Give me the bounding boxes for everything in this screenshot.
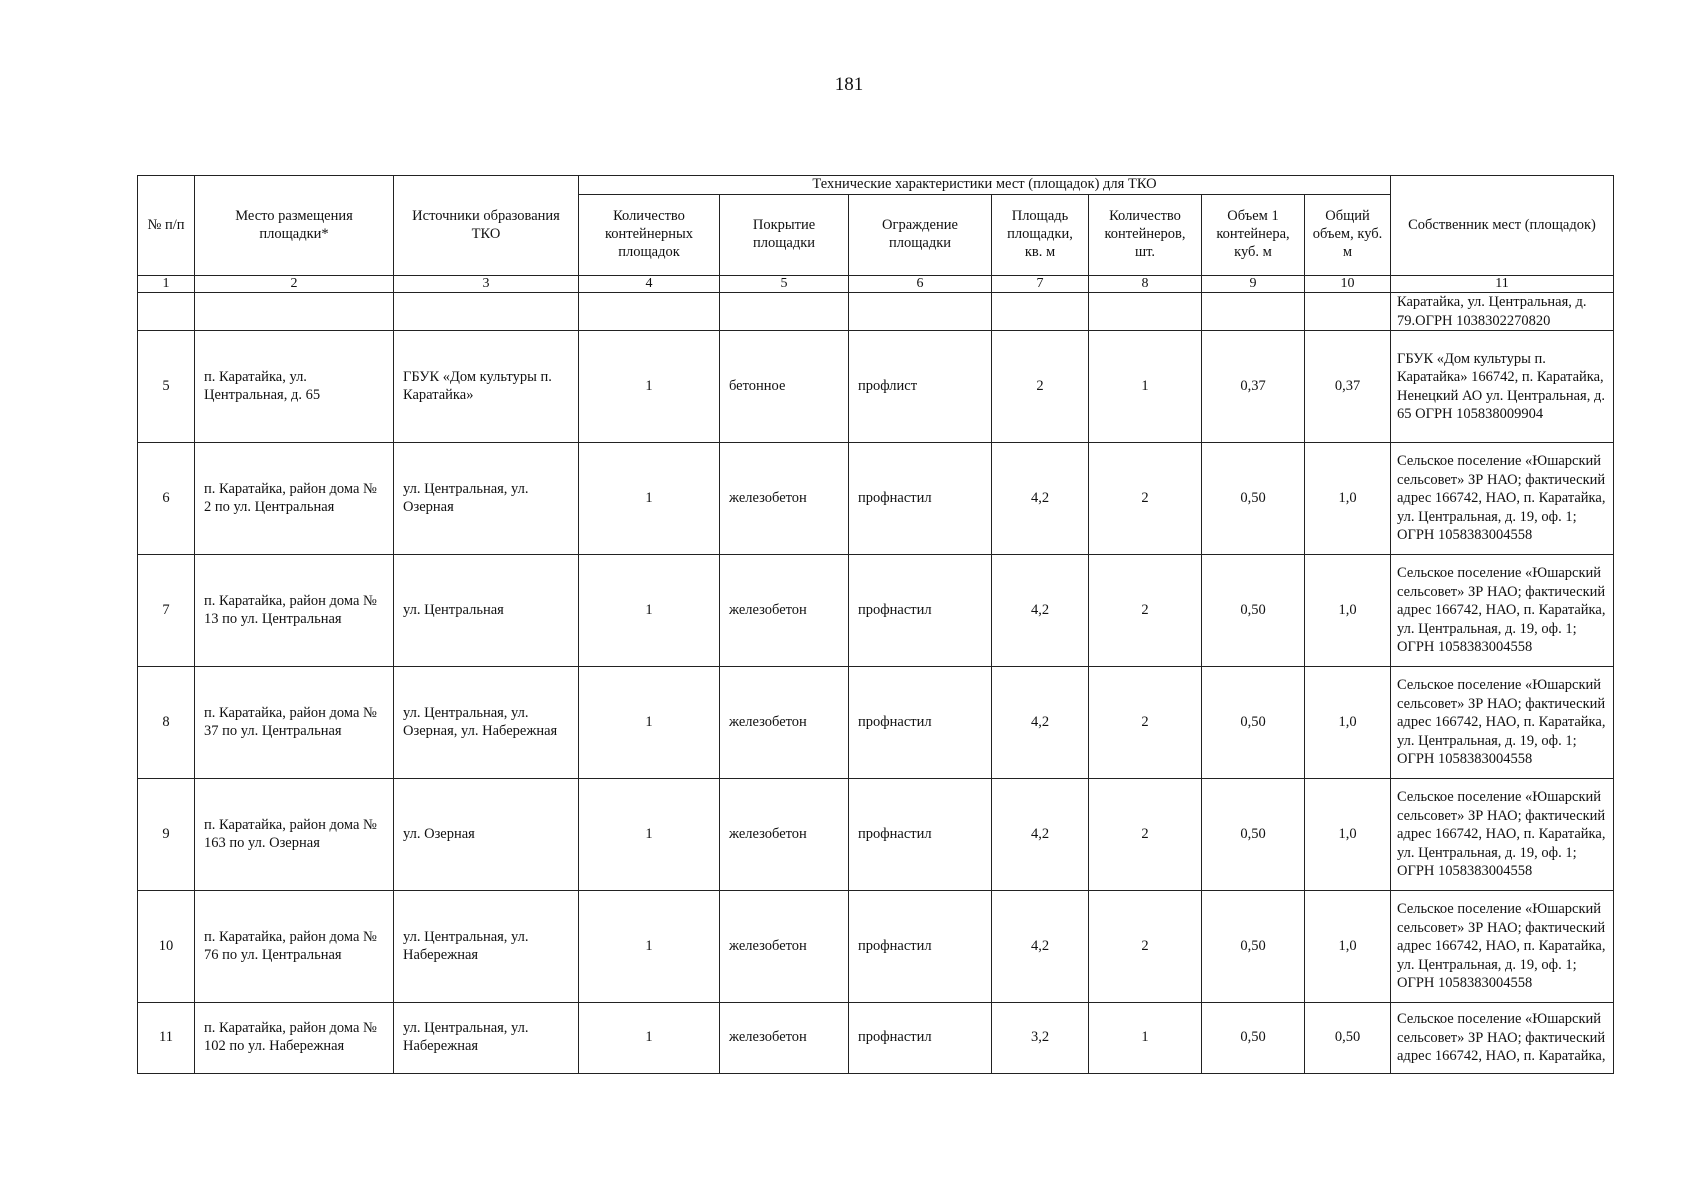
cell-sources: ул. Центральная, ул. Озерная <box>394 443 579 555</box>
cell-count-containers: 2 <box>1089 443 1202 555</box>
cell-volume-total: 1,0 <box>1305 555 1391 667</box>
empty-cell <box>849 293 992 331</box>
cell-area: 4,2 <box>992 667 1089 779</box>
empty-cell <box>138 293 195 331</box>
cell-volume-total: 1,0 <box>1305 443 1391 555</box>
cell-fence: профнастил <box>849 1003 992 1074</box>
cell-count-sites: 1 <box>579 667 720 779</box>
cell-num: 11 <box>138 1003 195 1074</box>
cell-area: 3,2 <box>992 1003 1089 1074</box>
column-numbers-row <box>138 276 1614 293</box>
cell-fence: профнастил <box>849 779 992 891</box>
cell-count-containers: 2 <box>1089 555 1202 667</box>
cell-count-containers: 2 <box>1089 891 1202 1003</box>
cell-surface: железобетон <box>720 443 849 555</box>
column-number: 2 <box>195 276 394 293</box>
cell-num: 5 <box>138 331 195 443</box>
header-volume-total: Общий объем, куб. м <box>1305 195 1391 276</box>
table-row <box>138 555 1614 667</box>
cell-num: 8 <box>138 667 195 779</box>
cell-surface: бетонное <box>720 331 849 443</box>
column-number: 9 <box>1202 276 1305 293</box>
cell-sources: ул. Центральная, ул. Набережная <box>394 891 579 1003</box>
cell-volume-one: 0,50 <box>1202 779 1305 891</box>
owner-cell: ГБУК «Дом культуры п. Каратайка» 166742, п. Каратайка, Ненецкий АО ул. Центральная, д. 65 ОГРН 105838009904 <box>1391 331 1614 443</box>
table-row <box>138 443 1614 555</box>
cell-volume-total: 0,50 <box>1305 1003 1391 1074</box>
empty-cell <box>720 293 849 331</box>
cell-area: 4,2 <box>992 443 1089 555</box>
cell-area: 2 <box>992 331 1089 443</box>
header-count-sites: Количество контейнерных площадок <box>579 195 720 276</box>
cell-num: 7 <box>138 555 195 667</box>
cell-place: п. Каратайка, район дома № 102 по ул. Набережная <box>195 1003 394 1074</box>
cell-count-sites: 1 <box>579 555 720 667</box>
cell-area: 4,2 <box>992 779 1089 891</box>
header-count-containers: Количество контейнеров, шт. <box>1089 195 1202 276</box>
cell-surface: железобетон <box>720 555 849 667</box>
empty-cell <box>579 293 720 331</box>
empty-cell <box>1089 293 1202 331</box>
cell-area: 4,2 <box>992 891 1089 1003</box>
waste-sites-table <box>137 175 1614 1074</box>
empty-cell <box>195 293 394 331</box>
column-number: 10 <box>1305 276 1391 293</box>
cell-place: п. Каратайка, район дома № 163 по ул. Озерная <box>195 779 394 891</box>
owner-cell: Сельское поселение «Юшарский сельсовет» ЗР НАО; фактический адрес 166742, НАО, п. Каратайка, ул. Центральная, д. 19, оф. 1; ОГРН 1058383004558 <box>1391 667 1614 779</box>
cell-sources: ул. Центральная, ул. Озерная, ул. Набережная <box>394 667 579 779</box>
cell-volume-one: 0,50 <box>1202 891 1305 1003</box>
cell-volume-one: 0,37 <box>1202 331 1305 443</box>
cell-place: п. Каратайка, ул. Центральная, д. 65 <box>195 331 394 443</box>
cell-num: 10 <box>138 891 195 1003</box>
empty-cell <box>992 293 1089 331</box>
cell-volume-total: 1,0 <box>1305 779 1391 891</box>
cell-sources: ул. Озерная <box>394 779 579 891</box>
column-number: 6 <box>849 276 992 293</box>
column-number: 7 <box>992 276 1089 293</box>
empty-cell <box>1305 293 1391 331</box>
cell-surface: железобетон <box>720 779 849 891</box>
owner-cell: Сельское поселение «Юшарский сельсовет» ЗР НАО; фактический адрес 166742, НАО, п. Каратайка, ул. Центральная, д. 19, оф. 1; ОГРН 1058383004558 <box>1391 779 1614 891</box>
cell-fence: профлист <box>849 331 992 443</box>
column-number: 8 <box>1089 276 1202 293</box>
empty-cell <box>1202 293 1305 331</box>
column-number: 3 <box>394 276 579 293</box>
cell-area: 4,2 <box>992 555 1089 667</box>
cell-fence: профнастил <box>849 891 992 1003</box>
header-owner: Собственник мест (площадок) <box>1391 176 1614 276</box>
table-row <box>138 891 1614 1003</box>
cell-count-containers: 1 <box>1089 1003 1202 1074</box>
table-row <box>138 667 1614 779</box>
cell-place: п. Каратайка, район дома № 2 по ул. Центральная <box>195 443 394 555</box>
cell-num: 6 <box>138 443 195 555</box>
cell-volume-total: 0,37 <box>1305 331 1391 443</box>
cell-fence: профнастил <box>849 555 992 667</box>
cell-place: п. Каратайка, район дома № 37 по ул. Центральная <box>195 667 394 779</box>
cell-surface: железобетон <box>720 667 849 779</box>
cell-count-sites: 1 <box>579 779 720 891</box>
cell-num: 9 <box>138 779 195 891</box>
cell-volume-one: 0,50 <box>1202 667 1305 779</box>
header-tech-group: Технические характеристики мест (площадок) для ТКО <box>579 176 1391 195</box>
cell-count-containers: 2 <box>1089 779 1202 891</box>
cell-volume-one: 0,50 <box>1202 443 1305 555</box>
owner-cell: Сельское поселение «Юшарский сельсовет» ЗР НАО; фактический адрес 166742, НАО, п. Каратайка, ул. Центральная, д. 19, оф. 1; ОГРН 1058383004558 <box>1391 443 1614 555</box>
header-surface: Покрытие площадки <box>720 195 849 276</box>
cell-volume-one: 0,50 <box>1202 555 1305 667</box>
cell-surface: железобетон <box>720 891 849 1003</box>
empty-cell <box>394 293 579 331</box>
owner-cell: Каратайка, ул. Центральная, д. 79.ОГРН 1038302270820 <box>1391 293 1614 331</box>
cell-sources: ул. Центральная <box>394 555 579 667</box>
column-number: 11 <box>1391 276 1614 293</box>
header-sources: Источники образования ТКО <box>394 176 579 276</box>
cell-count-sites: 1 <box>579 443 720 555</box>
cell-surface: железобетон <box>720 1003 849 1074</box>
cell-count-sites: 1 <box>579 1003 720 1074</box>
cell-sources: ул. Центральная, ул. Набережная <box>394 1003 579 1074</box>
cell-fence: профнастил <box>849 667 992 779</box>
header-fence: Ограждение площадки <box>849 195 992 276</box>
column-number: 5 <box>720 276 849 293</box>
cell-count-containers: 2 <box>1089 667 1202 779</box>
header-volume-one: Объем 1 контейнера, куб. м <box>1202 195 1305 276</box>
cell-count-sites: 1 <box>579 891 720 1003</box>
continuation-row <box>138 293 1614 331</box>
table-row <box>138 779 1614 891</box>
column-number: 4 <box>579 276 720 293</box>
table-row <box>138 1003 1614 1074</box>
cell-volume-one: 0,50 <box>1202 1003 1305 1074</box>
cell-sources: ГБУК «Дом культуры п. Каратайка» <box>394 331 579 443</box>
cell-volume-total: 1,0 <box>1305 891 1391 1003</box>
cell-place: п. Каратайка, район дома № 13 по ул. Центральная <box>195 555 394 667</box>
cell-count-sites: 1 <box>579 331 720 443</box>
column-number: 1 <box>138 276 195 293</box>
table-row <box>138 331 1614 443</box>
cell-fence: профнастил <box>849 443 992 555</box>
page-number: 181 <box>834 74 864 95</box>
header-area: Площадь площадки, кв. м <box>992 195 1089 276</box>
owner-cell: Сельское поселение «Юшарский сельсовет» ЗР НАО; фактический адрес 166742, НАО, п. Каратайка, ул. Центральная, д. 19, оф. 1; ОГРН 1058383004558 <box>1391 555 1614 667</box>
header-place: Место размещения площадки* <box>195 176 394 276</box>
cell-place: п. Каратайка, район дома № 76 по ул. Центральная <box>195 891 394 1003</box>
owner-cell: Сельское поселение «Юшарский сельсовет» ЗР НАО; фактический адрес 166742, НАО, п. Каратайка, ул. Центральная, д. 19, оф. 1; ОГРН 1058383004558 <box>1391 891 1614 1003</box>
header-num: № п/п <box>138 176 195 276</box>
cell-volume-total: 1,0 <box>1305 667 1391 779</box>
owner-cell: Сельское поселение «Юшарский сельсовет» ЗР НАО; фактический адрес 166742, НАО, п. Каратайка, <box>1391 1003 1614 1074</box>
cell-count-containers: 1 <box>1089 331 1202 443</box>
